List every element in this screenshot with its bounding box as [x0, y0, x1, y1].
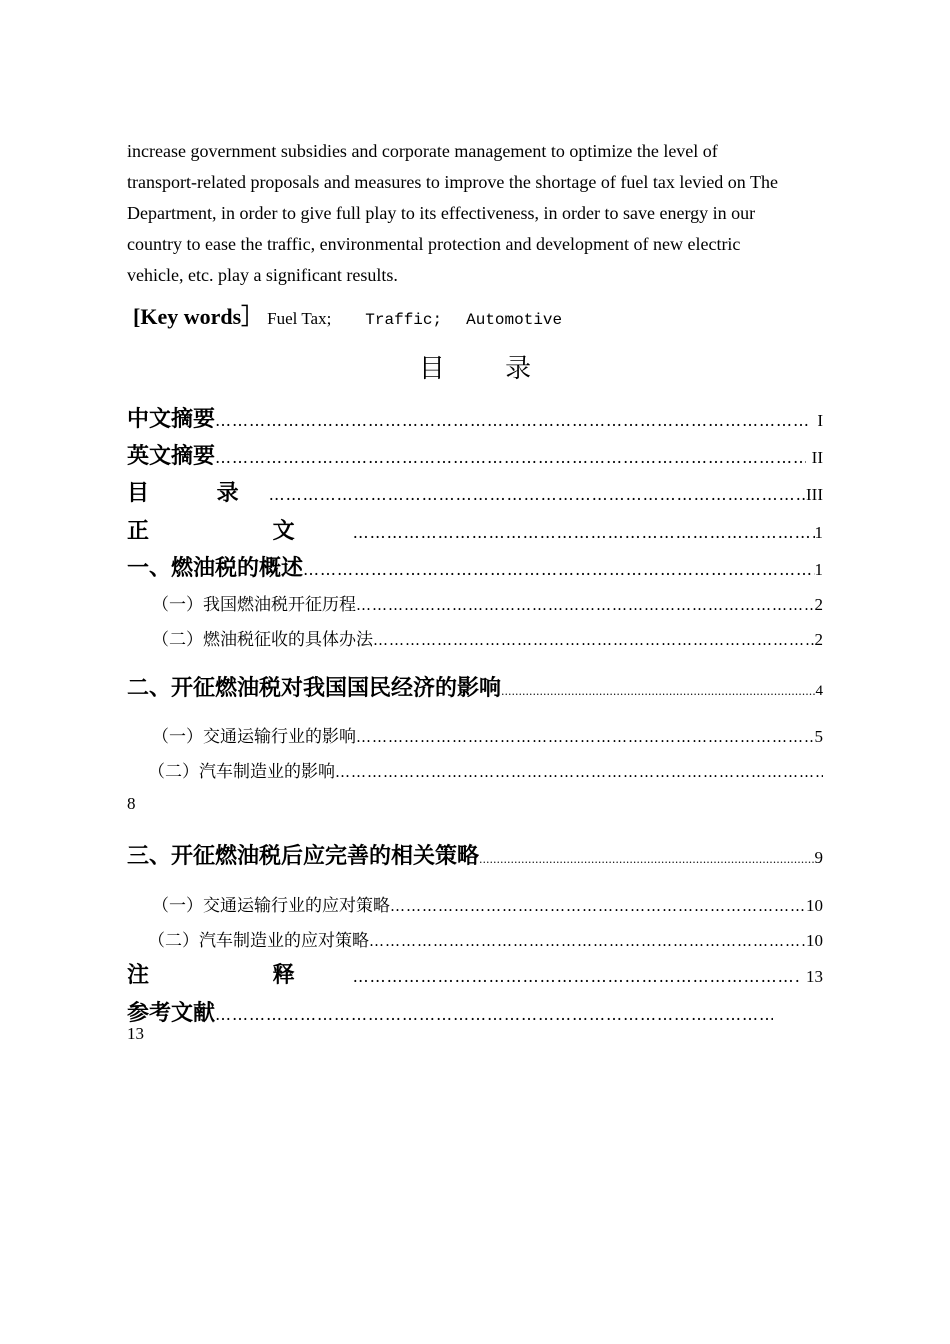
toc-leader: [373, 631, 815, 649]
toc-entry-page: 2: [814, 630, 823, 649]
toc-leader: [269, 485, 806, 504]
toc-leader: [479, 853, 814, 866]
toc-entry-page: 10: [806, 896, 823, 915]
toc-entry[interactable]: [127, 514, 823, 545]
toc-entry-label: （二）汽车制造业的影响: [148, 762, 335, 782]
toc-entry-label: 一、燃油税的概述: [127, 556, 304, 581]
toc-entry-page: 13: [806, 967, 823, 986]
toc-entry[interactable]: [152, 891, 823, 916]
toc-entry-page: 5: [814, 727, 823, 746]
keywords-label: [Key words］: [133, 304, 264, 329]
toc-entry[interactable]: [148, 757, 823, 782]
toc-entry-label: （二）燃油税征收的具体办法: [152, 630, 373, 650]
abstract-line: transport-related proposals and measures to improve the shortage of fuel tax levied on The: [127, 172, 778, 192]
toc-leader: [356, 728, 815, 746]
toc-entry-page: II: [811, 448, 823, 467]
toc-entry[interactable]: [152, 625, 823, 650]
toc-leader: [356, 596, 815, 614]
toc-entry-page: 10: [806, 931, 823, 950]
toc-entry[interactable]: [127, 996, 773, 1027]
toc-leader: [390, 897, 806, 915]
keyword: Traffic;: [365, 311, 443, 329]
toc-leader: [353, 967, 800, 986]
toc-entry-page: I: [817, 411, 823, 430]
toc-entry-page: 8: [127, 794, 136, 813]
toc-entry-label: 中文摘要: [127, 407, 216, 432]
toc-entry-label: 三、开征燃油税后应完善的相关策略: [127, 844, 480, 869]
toc-entry[interactable]: [127, 476, 823, 507]
toc-entry-page: 13: [127, 1024, 144, 1043]
toc-entry[interactable]: [152, 590, 823, 615]
toc-entry-label: 注 释: [127, 963, 353, 988]
abstract-line: Department, in order to give full play to its effectiveness, in order to save energy in our: [127, 203, 756, 223]
abstract-line: country to ease the traffic, environmental protection and development of new electric: [127, 234, 741, 254]
toc-entry-page: 1: [814, 560, 823, 579]
toc-entry-label: （二）汽车制造业的应对策略: [148, 931, 369, 951]
toc-leader: [215, 448, 806, 467]
toc-entry-label: （一）我国燃油税开征历程: [152, 595, 356, 615]
toc-entry[interactable]: [127, 551, 823, 582]
toc-leader: [215, 411, 811, 430]
toc-leader: [215, 1005, 773, 1024]
toc-entry[interactable]: [127, 671, 823, 702]
toc-entry-page: 9: [814, 848, 823, 867]
toc-entry-page: 1: [814, 523, 823, 542]
toc-entry-label: （一）交通运输行业的应对策略: [152, 896, 390, 916]
toc-entry[interactable]: [127, 402, 823, 433]
abstract-line: increase government subsidies and corporate management to optimize the level of: [127, 141, 718, 161]
abstract-text: [127, 136, 827, 291]
toc-entry-label: 目 录: [127, 481, 269, 506]
toc-entry-label: 英文摘要: [127, 444, 216, 469]
toc-entry-label: 正 文: [127, 519, 353, 544]
keywords-line: [133, 300, 562, 331]
toc-entry-page: 2: [814, 595, 823, 614]
toc-entry-page: III: [806, 485, 823, 504]
toc-entry[interactable]: [127, 958, 823, 989]
toc-leader: [303, 560, 814, 579]
toc-leader: [353, 523, 815, 542]
keyword: Fuel Tax;: [267, 309, 332, 328]
toc-entry-label: （一）交通运输行业的影响: [152, 727, 356, 747]
toc-title: 目 录: [418, 354, 558, 384]
toc-entry-label: 参考文献: [127, 1001, 216, 1026]
toc-entry[interactable]: [148, 926, 823, 951]
toc-entry-label: 二、开征燃油税对我国国民经济的影响: [127, 676, 502, 701]
toc-entry[interactable]: [127, 439, 823, 470]
toc-leader: [335, 763, 823, 781]
toc-entry[interactable]: [152, 722, 823, 747]
toc-leader: [501, 685, 815, 698]
keyword: Automotive: [466, 311, 563, 329]
toc-entry[interactable]: [127, 839, 823, 870]
toc-entry-page: 4: [815, 683, 823, 699]
toc-leader: [369, 932, 806, 950]
abstract-line: vehicle, etc. play a significant results.: [127, 265, 398, 285]
